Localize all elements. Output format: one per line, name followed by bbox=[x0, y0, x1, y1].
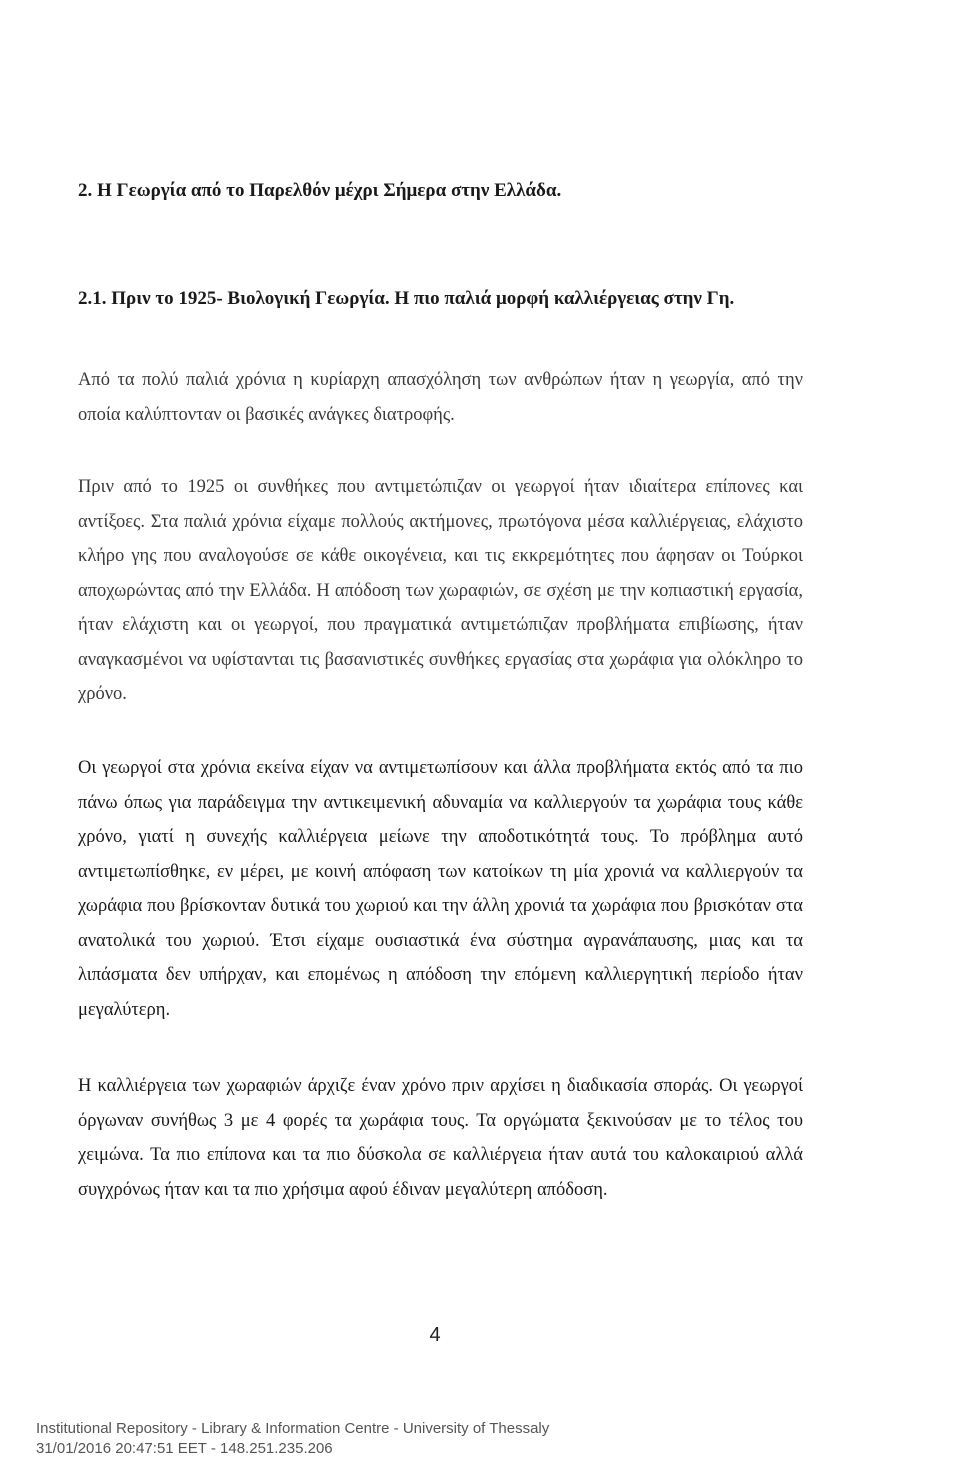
footer-repository: Institutional Repository - Library & Information Centre - University of Thessaly bbox=[36, 1420, 550, 1437]
paragraph-1: Από τα πολύ παλιά χρόνια η κυρίαρχη απασχόληση των ανθρώπων ήταν η γεωργία, από την οποία καλύπτονταν οι βασικές ανάγκες διατροφής. bbox=[78, 370, 803, 425]
footer-timestamp: 31/01/2016 20:47:51 EET - 148.251.235.206 bbox=[36, 1440, 333, 1457]
paragraph-2: Πριν από το 1925 οι συνθήκες που αντιμετώπιζαν οι γεωργοί ήταν ιδιαίτερα επίπονες και αντίξοες. Στα παλιά χρόνια είχαμε πολλούς ακτήμονες, πρωτόγονα μέσα καλλιέργειας, ελάχιστο κλήρο γης που αναλογούσε σε κάθε οικογένεια, και τις εκκρεμότητες που άφησαν οι Τούρκοι αποχωρώντας από την Ελλάδα. Η απόδοση των χωραφιών, σε σχέση με την κοπιαστική εργασία, ήταν ελάχιστη και οι γεωργοί, που πραγματικά αντιμετώπιζαν προβλήματα επιβίωσης, ήταν αναγκασμένοι να υφίστανται τις βασανιστικές συνθήκες εργασίας στα χωράφια για ολόκληρο το χρόνο. bbox=[78, 477, 803, 704]
subsection-heading: 2.1. Πριν το 1925- Βιολογική Γεωργία. Η πιο παλιά μορφή καλλιέργειας στην Γη. bbox=[78, 288, 735, 309]
page-number: 4 bbox=[429, 1324, 441, 1346]
paragraph-4: Η καλλιέργεια των χωραφιών άρχιζε έναν χρόνο πριν αρχίσει η διαδικασία σποράς. Οι γεωργοί όργωναν συνήθως 3 με 4 φορές τα χωράφια τους. Τα οργώματα ξεκινούσαν με το τέλος του χειμώνα. Τα πιο επίπονα και τα πιο δύσκολα σε καλλιέργεια ήταν αυτά του καλοκαιριού αλλά συγχρόνως ήταν και τα πιο χρήσιμα αφού έδιναν μεγαλύτερη απόδοση. bbox=[78, 1076, 803, 1200]
section-heading: 2. Η Γεωργία από το Παρελθόν μέχρι Σήμερα στην Ελλάδα. bbox=[78, 180, 562, 201]
paragraph-3: Οι γεωργοί στα χρόνια εκείνα είχαν να αντιμετωπίσουν και άλλα προβλήματα εκτός από τα πιο πάνω όπως για παράδειγμα την αντικειμενική αδυναμία να καλλιεργούν τα χωράφια τους κάθε χρόνο, γιατί η συνεχής καλλιέργεια μείωνε την αποδοτικότητά τους. Το πρόβλημα αυτό αντιμετωπίσθηκε, εν μέρει, με κοινή απόφαση των κατοίκων τη μία χρονιά να καλλιεργούν τα χωράφια που βρίσκονταν δυτικά του χωριού και την άλλη χρονιά τα χωράφια που βρισκόταν στα ανατολικά του χωριού. Έτσι είχαμε ουσιαστικά ένα σύστημα αγρανάπαυσης, μιας και τα λιπάσματα δεν υπήρχαν, και επομένως η απόδοση την επόμενη καλλιεργητική περίοδο ήταν μεγαλύτερη. bbox=[78, 758, 803, 1020]
